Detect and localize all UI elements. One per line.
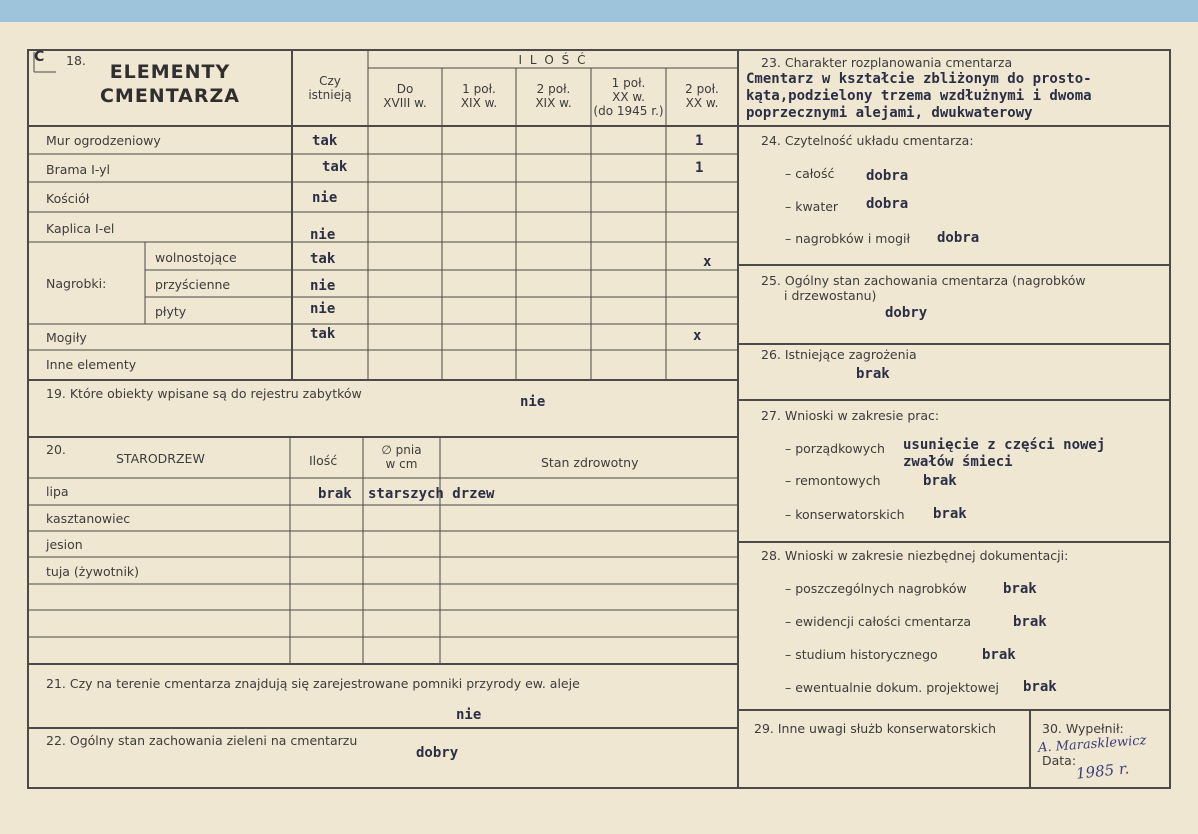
section-27-label: 27. Wnioski w zakresie prac: [761, 408, 940, 423]
tree-row-ash: jesion [46, 537, 83, 552]
docs-project-label: – ewentualnie dokum. projektowej [785, 680, 1000, 695]
section-29-label: 29. Inne uwagi służb konserwatorskich [754, 721, 996, 736]
docs-tombstones-label: – poszczególnych nagrobków [785, 581, 967, 596]
col-exists-header-line2: istnieją [308, 88, 352, 102]
period-header-1-l1: 1 poł. [462, 82, 496, 96]
section-26-label: 26. Istniejące zagrożenia [761, 347, 917, 362]
exists-value-graves: tak [310, 326, 336, 342]
works-repair-label: – remontowych [785, 473, 881, 488]
exists-value-church: nie [312, 190, 338, 206]
period-header-3-l1: 1 poł. [611, 76, 646, 90]
exists-value-wall: tak [312, 133, 338, 149]
section-25-label-line2: i drzewostanu) [784, 288, 877, 303]
section-20-number: 20. [46, 442, 66, 457]
docs-tombstones-value: brak [1003, 581, 1037, 597]
tree-row-linden: lipa [46, 484, 69, 499]
trees-value-1: brak [318, 486, 352, 502]
section-23-line2: kąta,podzielony trzema wzdłużnymi i dwoma [746, 88, 1092, 104]
row-label-graves: Mogiły [46, 330, 87, 345]
section-19-value: nie [520, 394, 546, 410]
docs-records-value: brak [1013, 614, 1047, 630]
section-26-value: brak [856, 366, 890, 382]
section-21-label: 21. Czy na terenie cmentarza znajdują się zarejestrowane pomniki przyrody ew. aleje [46, 676, 580, 691]
docs-records-label: – ewidencji całości cmentarza [785, 614, 972, 629]
section-23-line3: poprzecznymi alejami, dwukwaterowy [746, 105, 1033, 121]
row-label-tombstones: Nagrobki: [46, 276, 107, 291]
section-24-label: 24. Czytelność układu cmentarza: [761, 133, 974, 148]
section-25-label-line1: 25. Ogólny stan zachowania cmentarza (nagrobków [761, 273, 1086, 288]
exists-value-gate: tak [322, 159, 348, 175]
period-header-0-l2: XVIII w. [383, 96, 427, 110]
works-conservation-value: brak [933, 506, 967, 522]
col-tree-diameter-line2: w cm [385, 457, 418, 471]
row-label-other: Inne elementy [46, 357, 137, 372]
row-label-chapel: Kaplica I-el [46, 221, 115, 236]
col-exists-header [292, 74, 368, 102]
period-header-1-l2: XIX w. [460, 96, 498, 110]
readability-graves-value: dobra [937, 230, 980, 246]
section-20-title: STARODRZEW [116, 451, 205, 466]
section-18-title-line1: ELEMENTY [109, 61, 231, 83]
col-tree-qty-header: Ilość [309, 453, 338, 468]
row-label-slabs: płyty [155, 304, 187, 319]
section-21-value: nie [456, 707, 482, 723]
section-18-title-line2: CMENTARZA [99, 85, 241, 107]
period-header-0-l1: Do [396, 82, 414, 96]
period-header-2-l2: XIX w. [535, 96, 572, 110]
period-header-2-l1: 2 poł. [536, 82, 571, 96]
qty-value-gate: 1 [695, 160, 704, 176]
section-18-number: 18. [66, 53, 86, 68]
readability-quarters-value: dobra [866, 196, 909, 212]
qty-value-wall: 1 [695, 133, 704, 149]
period-header-0 [368, 82, 442, 110]
period-header-2 [516, 82, 591, 110]
trees-value-2: starszych drzew [368, 486, 495, 502]
works-conservation-label: – konserwatorskich [785, 507, 905, 522]
exists-value-freestanding: tak [310, 251, 336, 267]
readability-whole-value: dobra [866, 168, 909, 184]
works-cleanup-label: – porządkowych [785, 441, 885, 456]
col-tree-health-header: Stan zdrowotny [541, 455, 639, 470]
row-label-gate: Brama I-yl [46, 162, 111, 177]
period-header-4 [666, 82, 738, 110]
readability-graves-label: – nagrobków i mogił [785, 231, 911, 246]
period-header-3-l2: XX w. [612, 90, 645, 104]
section-19-label: 19. Które obiekty wpisane są do rejestru zabytków [46, 386, 362, 401]
works-cleanup-value-line2: zwałów śmieci [903, 454, 1013, 470]
period-header-3-l3: (do 1945 r.) [593, 104, 664, 118]
form-marker: C [34, 49, 45, 65]
docs-history-value: brak [982, 647, 1016, 663]
section-22-value: dobry [416, 745, 459, 761]
section-22-label: 22. Ogólny stan zachowania zieleni na cmentarzu [46, 733, 358, 748]
exists-value-wall-mounted: nie [310, 278, 336, 294]
col-quantity-header: I L O Ś Ć [518, 53, 588, 67]
col-exists-header-line1: Czy [319, 74, 341, 88]
row-label-freestanding: wolnostojące [155, 250, 237, 265]
row-label-wall-mounted: przyścienne [155, 277, 231, 292]
readability-whole-label: – całość [785, 166, 835, 181]
date-value: 1985 r. [1075, 759, 1131, 783]
readability-quarters-label: – kwater [785, 199, 839, 214]
works-repair-value: brak [923, 473, 957, 489]
filled-by-signature: A. Marasklewicz [1037, 733, 1147, 756]
exists-value-chapel: nie [310, 227, 336, 243]
section-23-line1: Cmentarz w kształcie zbliżonym do prosto- [746, 71, 1092, 87]
col-tree-diameter-line1: ∅ pnia [381, 443, 422, 457]
row-label-wall: Mur ogrodzeniowy [46, 133, 161, 148]
docs-history-label: – studium historycznego [785, 647, 938, 662]
qty-value-freestanding: x [703, 254, 712, 270]
date-label: Data: [1042, 753, 1077, 768]
docs-project-value: brak [1023, 679, 1057, 695]
tree-row-chestnut: kasztanowiec [46, 511, 131, 526]
period-header-4-l2: XX w. [685, 96, 719, 110]
exists-value-slabs: nie [310, 301, 336, 317]
period-header-1 [442, 82, 516, 110]
period-header-4-l1: 2 poł. [685, 82, 719, 96]
row-label-church: Kościół [46, 191, 90, 206]
section-28-label: 28. Wnioski w zakresie niezbędnej dokumentacji: [761, 548, 1069, 563]
col-tree-diameter-header [363, 443, 440, 471]
section-30-label: 30. Wypełnił: [1042, 721, 1124, 736]
section-25-value: dobry [885, 305, 928, 321]
qty-value-graves: x [693, 328, 702, 344]
period-header-3 [591, 76, 666, 118]
section-23-label: 23. Charakter rozplanowania cmentarza [761, 55, 1013, 70]
section-18-title [70, 60, 270, 108]
tree-row-thuja: tuja (żywotnik) [46, 564, 140, 579]
works-cleanup-value: usunięcie z części nowej [903, 437, 1106, 453]
